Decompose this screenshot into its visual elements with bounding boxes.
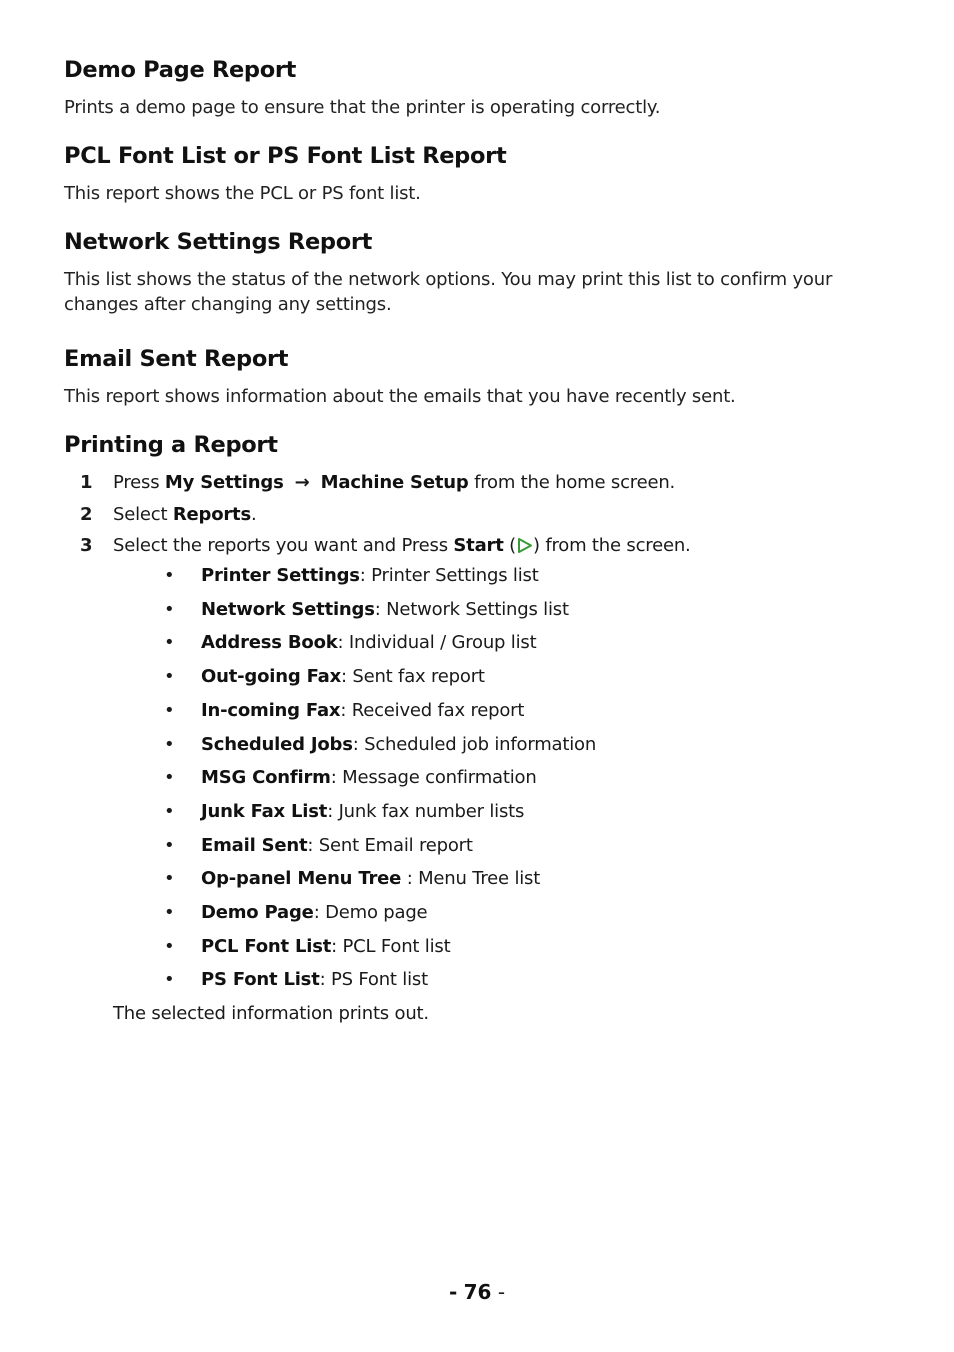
report-description: : Network Settings list xyxy=(374,598,569,620)
step-item xyxy=(64,533,884,994)
steps-list xyxy=(64,470,884,994)
report-name: Junk Fax List xyxy=(201,800,328,822)
report-list-item xyxy=(113,798,884,825)
section-body: This report shows information about the emails that you have recently sent. xyxy=(64,386,736,407)
step-bold: Machine Setup xyxy=(320,472,469,493)
report-name: Demo Page xyxy=(201,902,314,924)
report-list-item xyxy=(113,697,884,724)
report-list-item xyxy=(113,933,884,960)
report-name: Scheduled Jobs xyxy=(201,733,353,755)
step-text: Select xyxy=(113,503,173,525)
report-name: Op-panel Menu Tree xyxy=(201,868,402,890)
report-name: In-coming Fax xyxy=(201,699,341,721)
section-demo-page-report xyxy=(64,55,884,120)
step-text: Select the reports you want and Press xyxy=(113,535,454,556)
step-text: from the home screen. xyxy=(468,472,676,493)
report-description: : Sent Email report xyxy=(307,834,473,856)
report-description: : Junk fax number lists xyxy=(327,800,525,822)
report-name: Network Settings xyxy=(201,598,375,620)
report-list-item xyxy=(113,663,884,690)
report-name: PS Font List xyxy=(201,969,320,991)
report-description: : PCL Font list xyxy=(331,935,451,957)
report-description: : PS Font list xyxy=(319,969,428,991)
report-list-item xyxy=(113,966,884,993)
section-body: Prints a demo page to ensure that the printer is operating correctly. xyxy=(64,97,661,118)
arrow-right-icon: → xyxy=(294,472,310,493)
report-list-item xyxy=(113,832,884,859)
step-item xyxy=(64,470,884,495)
section-heading: Email Sent Report xyxy=(64,346,289,372)
closing-text: The selected information prints out. xyxy=(113,1003,429,1025)
section-network-settings-report xyxy=(64,227,884,317)
page-number-dash: - xyxy=(448,1280,458,1304)
report-name: Printer Settings xyxy=(201,565,360,586)
step-item xyxy=(64,502,884,527)
report-name: Email Sent xyxy=(201,834,308,856)
page-number-dash: - xyxy=(497,1280,506,1304)
report-list-item xyxy=(113,731,884,758)
section-body: This list shows the status of the network options. You may print this list to confirm your changes after changing any settings. xyxy=(64,269,833,315)
step-text: Press xyxy=(113,472,165,493)
document-page xyxy=(64,55,884,1054)
report-list-item xyxy=(113,596,884,623)
step-bold: My Settings xyxy=(164,472,284,493)
report-description: : Individual / Group list xyxy=(337,632,537,654)
report-description: : Received fax report xyxy=(340,699,525,721)
report-description: : Scheduled job information xyxy=(352,733,597,755)
step-bold: Reports xyxy=(172,503,251,525)
step-number: 2 xyxy=(80,503,93,525)
section-body: This report shows the PCL or PS font list. xyxy=(64,183,421,204)
report-description: : Printer Settings list xyxy=(359,565,539,586)
section-font-list-report xyxy=(64,141,884,206)
section-heading: Printing a Report xyxy=(64,432,278,458)
reports-list xyxy=(113,562,884,994)
report-description: : Sent fax report xyxy=(340,666,485,688)
step-text: . xyxy=(250,503,257,525)
step-number: 1 xyxy=(80,472,93,493)
report-name: Address Book xyxy=(201,632,338,654)
section-email-sent-report xyxy=(64,344,884,409)
section-heading: Network Settings Report xyxy=(64,229,373,255)
report-description: : Menu Tree list xyxy=(401,868,541,890)
step-text: ) from the screen. xyxy=(532,535,691,556)
report-name: PCL Font List xyxy=(201,935,332,957)
page-number xyxy=(0,1278,954,1306)
report-description: : Demo page xyxy=(313,902,428,924)
report-name: MSG Confirm xyxy=(201,767,331,789)
step-text: ( xyxy=(503,535,516,556)
step-number: 3 xyxy=(80,535,93,556)
play-triangle-icon xyxy=(516,536,533,553)
report-description: : Message confirmation xyxy=(330,767,537,789)
report-list-item xyxy=(113,629,884,656)
report-list-item xyxy=(113,562,884,589)
report-list-item xyxy=(113,764,884,791)
report-name: Out-going Fax xyxy=(201,666,341,688)
section-heading: PCL Font List or PS Font List Report xyxy=(64,143,507,169)
page-number-value: 76 xyxy=(463,1280,492,1304)
step-bold: Start xyxy=(453,535,504,556)
section-printing-a-report xyxy=(64,430,884,1027)
report-list-item xyxy=(113,865,884,892)
report-list-item xyxy=(113,899,884,926)
section-heading: Demo Page Report xyxy=(64,57,297,83)
